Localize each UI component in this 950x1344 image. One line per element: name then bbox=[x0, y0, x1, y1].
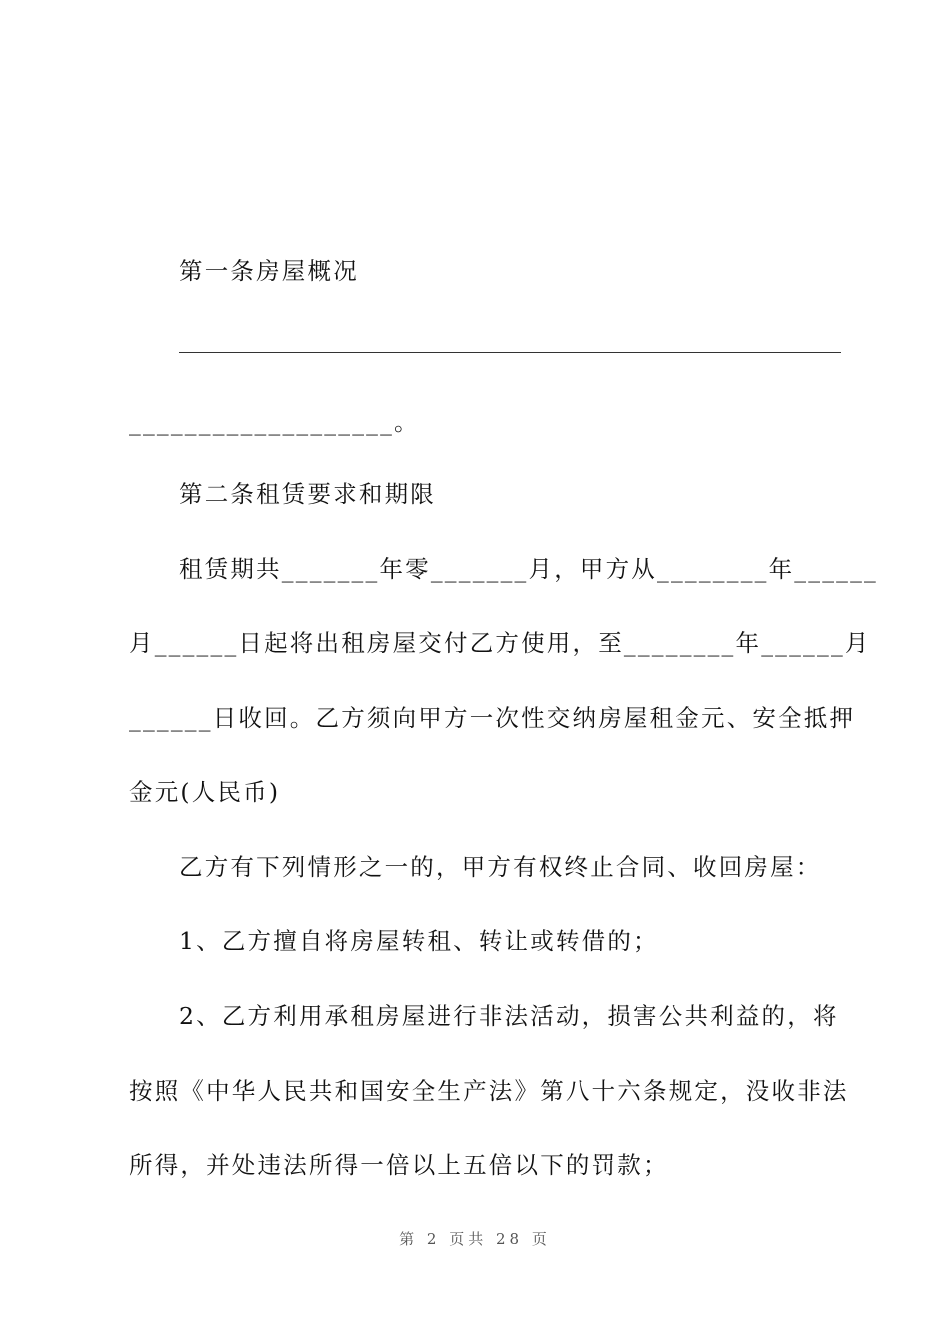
paragraph-line: 金元(人民币) bbox=[129, 778, 281, 806]
paragraph-line: 按照《中华人民共和国安全生产法》第八十六条规定，没收非法 bbox=[129, 1077, 849, 1105]
paragraph-line: 乙方有下列情形之一的，甲方有权终止合同、收回房屋： bbox=[179, 853, 822, 881]
article-2-heading: 第二条租赁要求和期限 bbox=[179, 480, 436, 508]
paragraph-line: 租赁期共_______年零_______月，甲方从________年______ bbox=[179, 555, 878, 583]
blank-fill-line bbox=[179, 352, 841, 353]
article-1-heading: 第一条房屋概况 bbox=[179, 257, 359, 285]
paragraph-line: 月______日起将出租房屋交付乙方使用，至________年______月 bbox=[129, 629, 871, 657]
paragraph-line: 所得，并处违法所得一倍以上五倍以下的罚款； bbox=[129, 1151, 669, 1179]
paragraph-line: ______日收回。乙方须向甲方一次性交纳房屋租金元、安全抵押 bbox=[129, 704, 856, 732]
list-item: 1、乙方擅自将房屋转租、转让或转借的； bbox=[179, 927, 659, 955]
page-number: 第 2 页共 28 页 bbox=[399, 1230, 551, 1248]
blank-fill-continuation: ___________________。 bbox=[129, 408, 420, 436]
list-item: 2、乙方利用承租房屋进行非法活动，损害公共利益的，将 bbox=[179, 1002, 839, 1030]
